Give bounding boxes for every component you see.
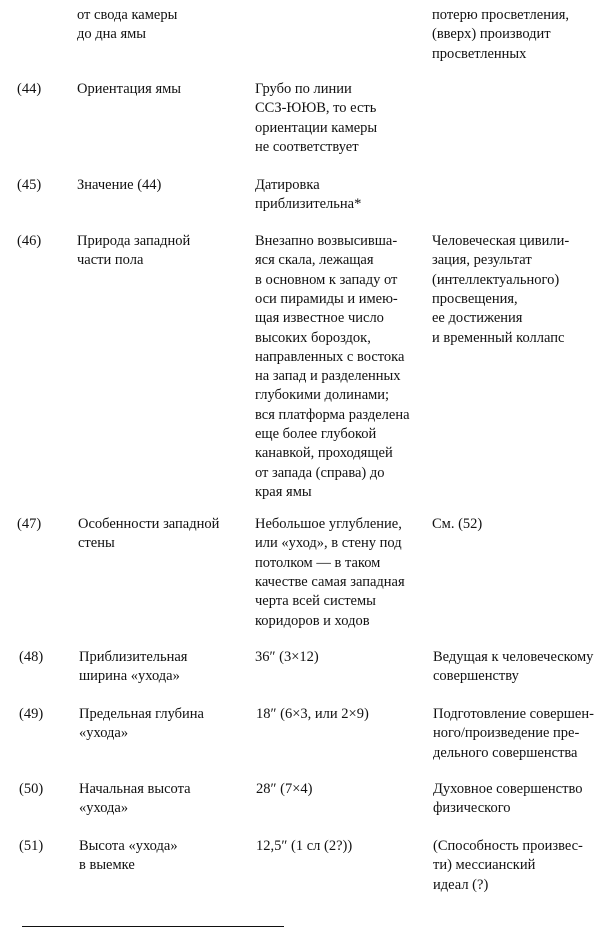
value-line: канавкой, проходящей	[255, 445, 393, 462]
meaning-line: (интеллектуального)	[432, 271, 560, 288]
value-line: высоких бороздок,	[255, 329, 371, 346]
parameter-line: «ухода»	[79, 800, 129, 817]
meaning-line: Ведущая к человеческому	[433, 649, 594, 665]
value-line: 28″ (7×4)	[256, 781, 313, 797]
meaning-line: просвещения,	[432, 290, 518, 307]
header-meaning-line: (вверх) производит	[432, 26, 551, 43]
value-line: края ямы	[255, 483, 312, 500]
row-number: (44)	[17, 81, 42, 97]
meaning-line: идеал (?)	[433, 876, 489, 893]
parameter-line: Природа западной	[77, 233, 191, 249]
meaning-line: совершенству	[433, 668, 519, 685]
parameter-line: в выемке	[79, 857, 135, 874]
parameter-line: Ориентация ямы	[77, 81, 182, 97]
meaning-line: дельного совершенства	[433, 744, 578, 761]
meaning-line: Духовное совершенство	[433, 781, 583, 797]
value-line: щая известное число	[255, 310, 384, 327]
value-line: яся скала, лежащая	[255, 252, 374, 269]
parameter-line: Начальная высота	[79, 781, 191, 797]
value-line: 18″ (6×3, или 2×9)	[256, 706, 369, 722]
row-number: (47)	[17, 516, 42, 532]
parameter-line: ширина «ухода»	[79, 668, 180, 685]
value-line: коридоров и ходов	[255, 612, 370, 629]
parameter-line: Предельная глубина	[79, 706, 204, 722]
meaning-line: ного/произведение пре-	[433, 725, 580, 742]
meaning-line: и временный коллапс	[432, 329, 565, 346]
value-line: не соответствует	[255, 138, 359, 155]
row-number: (51)	[19, 838, 44, 854]
value-line: ориентации камеры	[255, 119, 378, 136]
value-line: Датировка	[255, 177, 320, 193]
value-line: еще более глубокой	[255, 426, 377, 442]
value-line: 36″ (3×12)	[255, 649, 319, 665]
parameter-line: «ухода»	[79, 725, 129, 742]
meaning-line: ти) мессианский	[433, 857, 536, 874]
value-line: от запада (справа) до	[255, 464, 385, 481]
meaning-line: физического	[433, 800, 511, 817]
parameter-line: Приблизительная	[79, 649, 188, 665]
value-line: 12,5″ (1 сл (2?))	[256, 838, 353, 854]
header-meaning-line: потерю просветления,	[432, 7, 570, 23]
parameter-line: Значение (44)	[77, 177, 162, 193]
value-line: или «уход», в стену под	[255, 535, 402, 552]
value-line: оси пирамиды и имею-	[255, 290, 398, 307]
value-line: приблизительна*	[255, 196, 362, 213]
meaning-line: зация, результат	[432, 252, 532, 269]
meaning-line: См. (52)	[432, 516, 483, 532]
meaning-line: Подготовление совершен-	[433, 706, 594, 722]
row-number: (45)	[17, 177, 42, 193]
header-parameter-line: от свода камеры	[77, 7, 178, 23]
value-line: Небольшое углубление,	[255, 516, 402, 532]
value-line: вся платформа разделена	[255, 406, 410, 423]
meaning-line: Человеческая цивили-	[432, 233, 570, 249]
row-number: (49)	[19, 706, 44, 722]
row-number: (48)	[19, 649, 44, 665]
value-line: Внезапно возвысившa-	[255, 233, 398, 249]
meaning-line: (Способность произвес-	[433, 838, 583, 854]
value-line: в основном к западу от	[255, 271, 398, 288]
value-line: направленных с востока	[255, 348, 405, 365]
row-number: (46)	[17, 233, 42, 249]
parameter-line: стены	[78, 535, 115, 552]
parameter-line: Особенности западной	[78, 516, 220, 532]
value-line: потолком — в таком	[255, 554, 381, 571]
header-parameter-line: до дна ямы	[77, 26, 147, 43]
value-line: на запад и разделенных	[255, 368, 401, 385]
value-line: Грубо по линии	[255, 81, 352, 97]
value-line: черта всей системы	[255, 593, 376, 610]
header-meaning-line: просветленных	[432, 45, 527, 62]
row-number: (50)	[19, 781, 44, 797]
value-line: качестве самая западная	[255, 573, 405, 590]
meaning-line: ее достижения	[432, 310, 523, 327]
parameter-line: Высота «ухода»	[79, 838, 178, 854]
value-line: глубокими долинами;	[255, 387, 390, 404]
parameter-line: части пола	[77, 252, 144, 269]
value-line: ССЗ-ЮЮВ, то есть	[255, 100, 377, 117]
footnote-rule	[22, 926, 284, 927]
